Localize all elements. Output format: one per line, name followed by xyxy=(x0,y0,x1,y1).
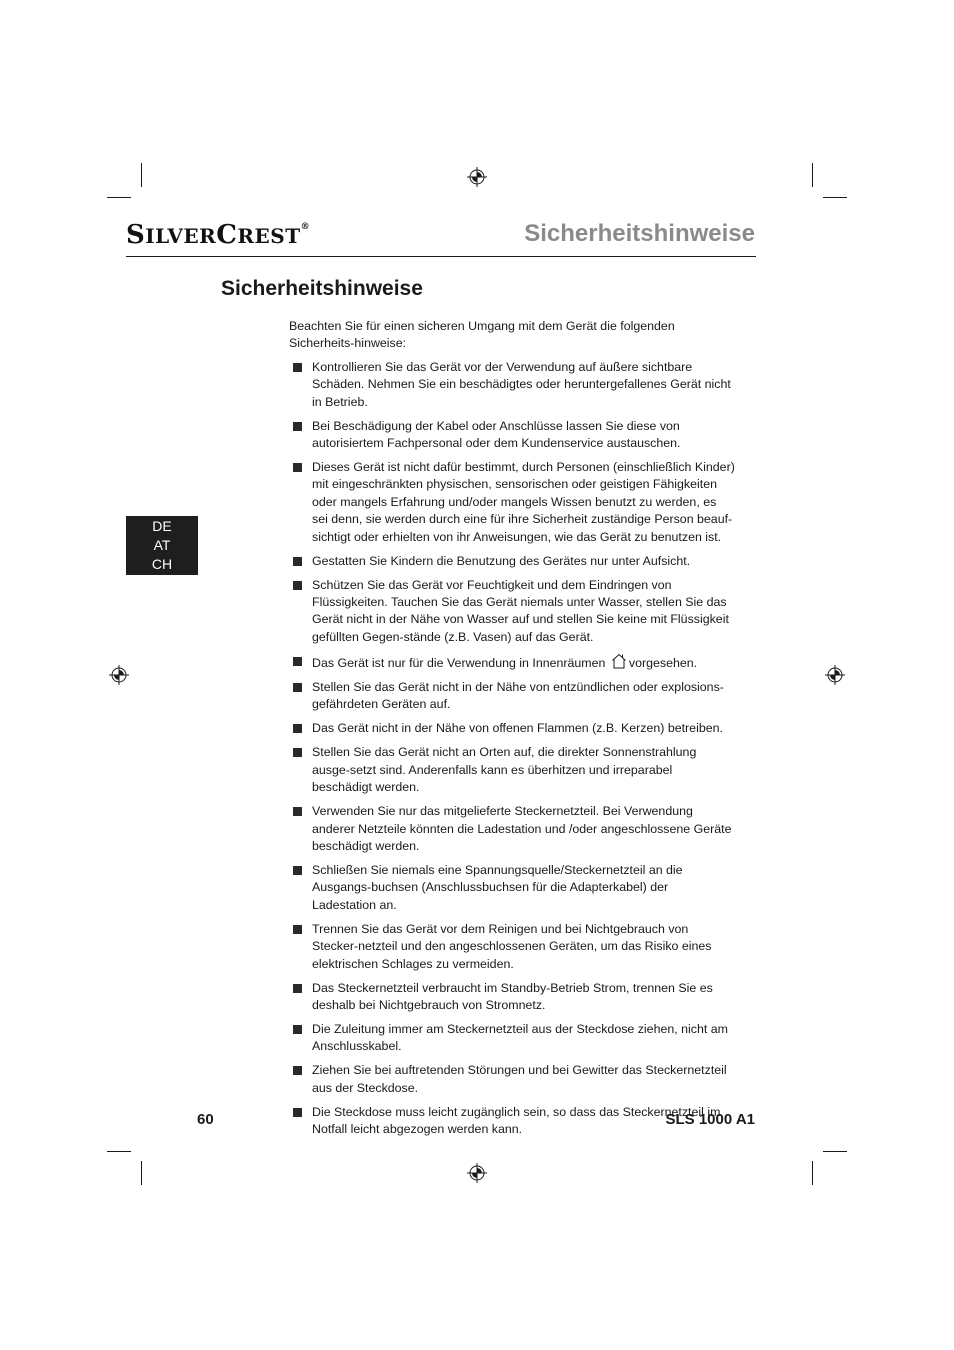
logo-initial: S xyxy=(126,220,146,250)
brand-logo xyxy=(126,220,310,250)
list-item xyxy=(289,1062,735,1097)
square-bullet-icon xyxy=(293,1025,302,1034)
list-item-text: Schützen Sie das Gerät vor Feuchtigkeit und dem Eindringen von Flüssigkeiten. Tauchen Sie das Gerät niemals unter Wasser, stellen Sie das Gerät nicht in der Nähe von Wasser auf und stellen Sie keine mit Flüssigkeit gefüllten Gegen-stände (z.B. Vasen) auf das Gerät. xyxy=(312,577,729,644)
square-bullet-icon xyxy=(293,557,302,566)
square-bullet-icon xyxy=(293,984,302,993)
list-item xyxy=(289,577,735,647)
crop-mark xyxy=(107,197,131,198)
list-item xyxy=(289,744,735,796)
crop-mark xyxy=(812,163,813,187)
list-item xyxy=(289,1021,735,1056)
trademark-symbol: ® xyxy=(300,222,311,232)
list-item-text: Ziehen Sie bei auftretenden Störungen und bei Gewitter das Steckernetzteil aus der Steckdose. xyxy=(312,1063,727,1095)
list-item xyxy=(289,803,735,855)
list-item-text: Trennen Sie das Gerät vor dem Reinigen und bei Nichtgebrauch von Stecker-netzteil und den angeschlossenen Geräten, um das Risiko eines elektrischen Schlages zu vermeiden. xyxy=(312,921,712,971)
crop-mark xyxy=(823,197,847,198)
registration-mark-icon xyxy=(467,167,487,187)
square-bullet-icon xyxy=(293,463,302,472)
list-item xyxy=(289,921,735,973)
square-bullet-icon xyxy=(293,657,302,666)
crop-mark xyxy=(107,1151,131,1152)
square-bullet-icon xyxy=(293,866,302,875)
model-number: SLS 1000 A1 xyxy=(665,1111,755,1128)
registration-mark-icon xyxy=(109,665,129,685)
logo-text: ILVER xyxy=(145,224,217,248)
language-code: DE xyxy=(152,518,172,534)
list-item xyxy=(289,553,735,570)
list-item-text: Die Steckdose muss leicht zugänglich sein, so dass das Steckernetzteil im Notfall leicht abgezogen werden kann. xyxy=(312,1104,721,1137)
safety-list xyxy=(289,359,735,1139)
list-item xyxy=(289,679,735,714)
language-code: CH xyxy=(151,556,173,572)
registration-mark-icon xyxy=(467,1163,487,1183)
list-item-text: Verwenden Sie nur das mitgelieferte Steckernetzteil. Bei Verwendung anderer Netzteile könnten die Ladestation und /oder angeschlossene Geräte beschädigt werden. xyxy=(312,804,732,853)
language-code: AT xyxy=(153,537,171,553)
list-item xyxy=(289,459,735,546)
header-divider xyxy=(126,256,756,257)
logo-text: REST xyxy=(237,224,301,248)
list-item-text: Das Gerät ist nur für die Verwendung in Innenräumen xyxy=(312,655,606,670)
square-bullet-icon xyxy=(293,1108,302,1117)
square-bullet-icon xyxy=(293,581,302,590)
crop-mark xyxy=(823,1151,847,1152)
list-item xyxy=(289,862,735,914)
page-number: 60 xyxy=(197,1111,214,1128)
section-title: Sicherheitshinweise xyxy=(221,277,423,300)
square-bullet-icon xyxy=(293,925,302,934)
list-item-text: vorgesehen. xyxy=(628,655,698,670)
list-item-text: Gestatten Sie Kindern die Benutzung des Gerätes nur unter Aufsicht. xyxy=(312,553,691,568)
list-item-text: Die Zuleitung immer am Steckernetzteil aus der Steckdose ziehen, nicht am Anschlusskabel. xyxy=(312,1021,728,1054)
header-title: Sicherheitshinweise xyxy=(524,220,755,247)
list-item-text: Bei Beschädigung der Kabel oder Anschlüsse lassen Sie diese von autorisiertem Fachpersonal oder dem Kundenservice austauschen. xyxy=(312,418,681,451)
safety-content xyxy=(289,318,735,1145)
list-item xyxy=(289,359,735,411)
list-item xyxy=(289,653,735,672)
logo-initial: C xyxy=(216,220,238,250)
list-item xyxy=(289,980,735,1015)
list-item-text: Schließen Sie niemals eine Spannungsquelle/Steckernetzteil an die Ausgangs-buchsen (Anschlussbuchsen für die Adapterkabel) der Ladestation an. xyxy=(312,862,683,912)
list-item-text: Das Gerät nicht in der Nähe von offenen Flammen (z.B. Kerzen) betreiben. xyxy=(312,721,723,736)
square-bullet-icon xyxy=(293,724,302,733)
crop-mark xyxy=(141,163,142,187)
list-item-text: Stellen Sie das Gerät nicht an Orten auf, die direkter Sonnenstrahlung ausge-setzt sind. Anderenfalls kann es überhitzen und irreparabel beschädigt werden. xyxy=(312,745,697,795)
language-tab xyxy=(126,516,198,575)
list-item xyxy=(289,720,735,737)
list-item xyxy=(289,418,735,453)
crop-mark xyxy=(141,1161,142,1185)
list-item-text: Dieses Gerät ist nicht dafür bestimmt, durch Personen (einschließlich Kinder) mit eingeschränkten physischen, sensorischen oder geistigen Fähigkeiten oder mangels Erfahrung und/oder mangels Wissen benutzt zu werden, es sei denn, sie werden durch eine für ihre Sicherheit zuständige Person beauf-sichtigt oder erhielten von ihr Anweisungen, wie das Gerät zu benutzen ist. xyxy=(312,460,735,544)
square-bullet-icon xyxy=(293,363,302,372)
indoor-house-icon xyxy=(611,653,627,669)
list-item-text: Kontrollieren Sie das Gerät vor der Verwendung auf äußere sichtbare Schäden. Nehmen Sie ein beschädigtes oder heruntergefallenes Gerät nicht in Betrieb. xyxy=(312,359,731,409)
list-item-text: Das Steckernetzteil verbraucht im Standby-Betrieb Strom, trennen Sie es deshalb bei Nichtgebrauch von Stromnetz. xyxy=(312,980,713,1012)
crop-mark xyxy=(812,1161,813,1185)
intro-text: Beachten Sie für einen sicheren Umgang mit dem Gerät die folgenden Sicherheits-hinweise: xyxy=(289,319,675,351)
registration-mark-icon xyxy=(825,665,845,685)
list-item-text: Stellen Sie das Gerät nicht in der Nähe von entzündlichen oder explosions-gefährdeten Geräten auf. xyxy=(312,679,724,712)
square-bullet-icon xyxy=(293,683,302,692)
square-bullet-icon xyxy=(293,1066,302,1075)
square-bullet-icon xyxy=(293,807,302,816)
square-bullet-icon xyxy=(293,748,302,757)
square-bullet-icon xyxy=(293,422,302,431)
